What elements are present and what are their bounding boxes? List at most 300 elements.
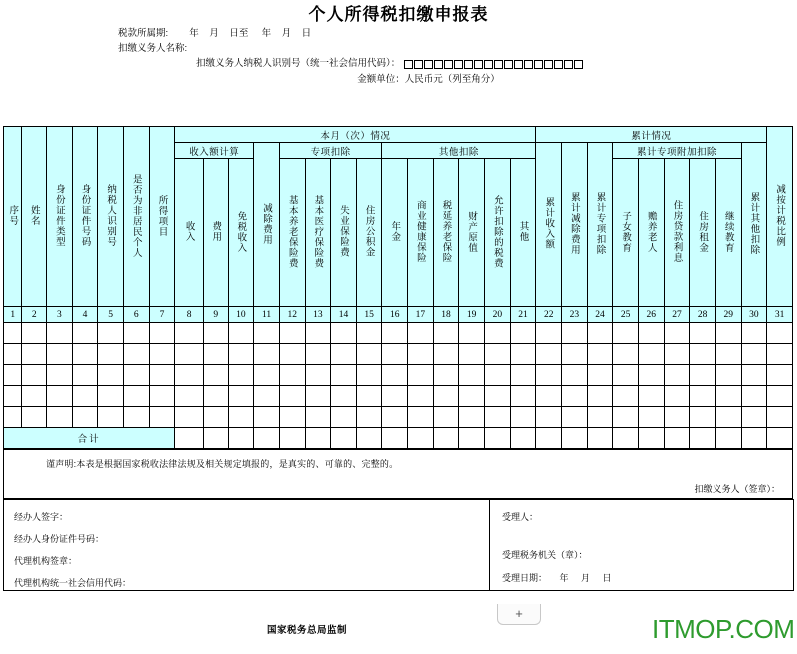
table-cell[interactable] [123,365,149,386]
agency-seal-label: 代理机构签章： [14,556,78,566]
column-number-18: 18 [433,307,459,323]
col-head-1: 序号 [4,127,22,307]
add-row-button[interactable]: + [497,604,541,625]
table-cell[interactable] [715,323,741,344]
table-cell[interactable] [613,344,639,365]
group-row-top [4,127,793,143]
table-cell[interactable] [562,323,588,344]
column-number-23: 23 [562,307,588,323]
col-head-11: 减除费用 [254,143,280,307]
column-number-13: 13 [305,307,331,323]
table-cell[interactable] [510,323,536,344]
tax-authority-cell[interactable] [490,500,794,591]
table-cell[interactable] [123,386,149,407]
column-number-20: 20 [485,307,511,323]
table-cell[interactable] [356,407,382,428]
taxpayer-id-box[interactable] [514,60,523,69]
column-number-10: 10 [228,307,254,323]
table-cell[interactable] [98,365,124,386]
table-cell[interactable] [175,344,204,365]
total-cell[interactable] [356,428,382,449]
declaration-block [3,449,793,499]
total-cell[interactable] [305,428,331,449]
taxpayer-id-box[interactable] [414,60,423,69]
col-head-28: 住房租金 [690,159,716,307]
table-cell[interactable] [664,323,690,344]
tax-period-label: 税款所属期: 年 月 日至 年 月 日 [118,28,312,39]
column-number-5: 5 [98,307,124,323]
table-cell[interactable] [203,323,228,344]
table-cell[interactable] [587,386,613,407]
column-number-3: 3 [47,307,73,323]
page-title: 个人所得税扣缴申报表 [308,5,489,24]
table-cell[interactable] [203,407,228,428]
table-cell[interactable] [149,344,175,365]
taxpayer-id-box[interactable] [454,60,463,69]
table-cell[interactable] [175,323,204,344]
column-number-15: 15 [356,307,382,323]
table-cell[interactable] [47,344,73,365]
table-cell[interactable] [279,386,305,407]
table-cell[interactable] [305,323,331,344]
table-cell[interactable] [715,407,741,428]
column-number-row [4,307,793,323]
table-cell[interactable] [98,323,124,344]
table-cell[interactable] [279,344,305,365]
total-cell[interactable] [254,428,280,449]
table-cell[interactable] [690,323,716,344]
table-cell[interactable] [331,323,357,344]
col-head-26: 赡养老人 [638,159,664,307]
table-cell[interactable] [305,344,331,365]
table-cell[interactable] [203,365,228,386]
handler-id-number-label: 经办人身份证件号码： [14,534,105,544]
total-cell[interactable] [536,428,562,449]
col-head-14: 失业保险费 [331,159,357,307]
table-cell[interactable] [741,323,767,344]
column-number-25: 25 [613,307,639,323]
col-head-4: 身份证件号码 [72,127,98,307]
taxpayer-id-box[interactable] [504,60,513,69]
column-number-27: 27 [664,307,690,323]
total-cell[interactable] [510,428,536,449]
column-number-14: 14 [331,307,357,323]
agent-signature-cell[interactable] [4,500,490,591]
table-cell[interactable] [562,365,588,386]
column-number-12: 12 [279,307,305,323]
table-cell[interactable] [433,365,459,386]
table-cell[interactable] [408,365,434,386]
col-head-16: 年金 [382,159,408,307]
taxpayer-id-box[interactable] [474,60,483,69]
col-head-27: 住房贷款利息 [664,159,690,307]
handler-signature-label: 经办人签字： [14,512,69,522]
table-cell[interactable] [638,365,664,386]
table-cell[interactable] [356,323,382,344]
table-cell[interactable] [203,386,228,407]
table-cell[interactable] [356,344,382,365]
table-cell[interactable] [123,344,149,365]
table-cell[interactable] [47,407,73,428]
table-cell[interactable] [690,407,716,428]
table-cell[interactable] [562,407,588,428]
taxpayer-id-label: 扣缴义务人纳税人识别号（统一社会信用代码）： [196,58,401,69]
table-cell[interactable] [485,386,511,407]
subgroup-other-deduction: 其他扣除 [382,143,536,159]
table-cell[interactable] [331,344,357,365]
taxpayer-id-box[interactable] [544,60,553,69]
table-cell[interactable] [279,407,305,428]
footer-note: 国家税务总局监制 [266,626,347,636]
table-cell[interactable] [459,323,485,344]
watermark: ITMOP.COM [652,614,795,644]
accepting-tax-authority-label: 受理税务机关（章）： [502,550,588,560]
col-head-25: 子女教育 [613,159,639,307]
table-cell[interactable] [741,365,767,386]
table-cell[interactable] [4,386,22,407]
taxpayer-id-box[interactable] [444,60,453,69]
total-label: 合计 [4,428,175,449]
table-cell[interactable] [741,407,767,428]
table-cell[interactable] [767,323,793,344]
table-cell[interactable] [254,407,280,428]
table-cell[interactable] [4,365,22,386]
table-cell[interactable] [149,365,175,386]
taxpayer-id-box[interactable] [484,60,493,69]
total-cell[interactable] [767,428,793,449]
table-cell[interactable] [459,407,485,428]
table-cell[interactable] [72,344,98,365]
total-cell[interactable] [175,428,204,449]
acceptance-date-label: 受理日期： 年 月 日 [502,573,612,583]
table-cell[interactable] [715,344,741,365]
table-cell[interactable] [767,365,793,386]
column-number-21: 21 [510,307,536,323]
col-head-5: 纳税人识别号 [98,127,124,307]
column-number-9: 9 [203,307,228,323]
table-cell[interactable] [254,386,280,407]
table-row [4,323,793,344]
total-cell[interactable] [485,428,511,449]
col-head-15: 住房公积金 [356,159,382,307]
table-cell[interactable] [664,407,690,428]
table-cell[interactable] [228,323,254,344]
table-cell[interactable] [305,386,331,407]
table-cell[interactable] [149,386,175,407]
table-cell[interactable] [613,365,639,386]
total-cell[interactable] [562,428,588,449]
table-cell[interactable] [228,386,254,407]
table-cell[interactable] [254,365,280,386]
table-cell[interactable] [638,323,664,344]
table-cell[interactable] [382,386,408,407]
col-head-31: 减按计税比例 [767,127,793,307]
table-cell[interactable] [72,407,98,428]
table-cell[interactable] [98,407,124,428]
table-cell[interactable] [664,386,690,407]
column-number-8: 8 [175,307,204,323]
table-cell[interactable] [305,407,331,428]
table-cell[interactable] [459,344,485,365]
column-number-7: 7 [149,307,175,323]
table-cell[interactable] [123,323,149,344]
table-cell[interactable] [4,344,22,365]
declaration-table [3,126,793,449]
table-cell[interactable] [47,386,73,407]
table-cell[interactable] [433,344,459,365]
table-cell[interactable] [536,344,562,365]
table-cell[interactable] [228,365,254,386]
taxpayer-id-box[interactable] [434,60,443,69]
total-cell[interactable] [382,428,408,449]
table-cell[interactable] [587,365,613,386]
table-cell[interactable] [433,323,459,344]
column-number-24: 24 [587,307,613,323]
subgroup-cumulative-special-additional: 累计专项附加扣除 [613,143,741,159]
table-cell[interactable] [485,323,511,344]
table-cell[interactable] [98,386,124,407]
col-head-8: 收入 [175,159,204,307]
table-cell[interactable] [638,344,664,365]
total-cell[interactable] [664,428,690,449]
table-cell[interactable] [536,407,562,428]
table-cell[interactable] [408,407,434,428]
col-head-21: 其他 [510,159,536,307]
table-row [4,407,793,428]
table-cell[interactable] [485,407,511,428]
column-number-1: 1 [4,307,22,323]
table-cell[interactable] [149,323,175,344]
table-cell[interactable] [4,407,22,428]
col-head-24: 累计专项扣除 [587,143,613,307]
col-head-22: 累计收入额 [536,143,562,307]
table-cell[interactable] [203,344,228,365]
table-cell[interactable] [690,386,716,407]
total-cell[interactable] [279,428,305,449]
taxpayer-id-box[interactable] [554,60,563,69]
table-cell[interactable] [485,344,511,365]
table-cell[interactable] [47,323,73,344]
total-cell[interactable] [228,428,254,449]
total-cell[interactable] [203,428,228,449]
subgroup-income-calc: 收入额计算 [175,143,254,159]
table-cell[interactable] [279,365,305,386]
taxpayer-id-boxes[interactable] [404,60,583,69]
declaration-text: 谨声明:本表是根据国家税收法律法规及相关规定填报的，是真实的、可靠的、完整的。 [46,459,399,469]
declaration-table-wrapper [3,126,793,591]
table-cell[interactable] [587,407,613,428]
col-head-9: 费用 [203,159,228,307]
table-cell[interactable] [536,365,562,386]
total-cell[interactable] [613,428,639,449]
table-cell[interactable] [382,344,408,365]
table-cell[interactable] [382,323,408,344]
table-cell[interactable] [510,365,536,386]
col-head-10: 免税收入 [228,159,254,307]
table-cell[interactable] [331,365,357,386]
table-cell[interactable] [433,386,459,407]
table-cell[interactable] [536,386,562,407]
column-number-6: 6 [123,307,149,323]
table-cell[interactable] [331,386,357,407]
col-head-3: 身份证件类型 [47,127,73,307]
column-number-29: 29 [715,307,741,323]
col-head-17: 商业健康保险 [408,159,434,307]
col-head-30: 累计其他扣除 [741,143,767,307]
total-cell[interactable] [741,428,767,449]
table-cell[interactable] [613,323,639,344]
table-cell[interactable] [22,386,47,407]
table-cell[interactable] [356,386,382,407]
table-cell[interactable] [638,386,664,407]
column-number-26: 26 [638,307,664,323]
table-cell[interactable] [408,344,434,365]
total-cell[interactable] [459,428,485,449]
col-head-13: 基本医疗保险费 [305,159,331,307]
col-head-29: 继续教育 [715,159,741,307]
column-number-2: 2 [22,307,47,323]
table-cell[interactable] [175,407,204,428]
total-cell[interactable] [638,428,664,449]
table-cell[interactable] [254,323,280,344]
table-cell[interactable] [408,386,434,407]
table-cell[interactable] [510,407,536,428]
table-cell[interactable] [254,344,280,365]
table-cell[interactable] [22,365,47,386]
table-cell[interactable] [356,365,382,386]
table-cell[interactable] [72,386,98,407]
subgroup-special-deduction: 专项扣除 [279,143,382,159]
table-cell[interactable] [536,323,562,344]
table-cell[interactable] [22,344,47,365]
table-cell[interactable] [510,386,536,407]
col-head-12: 基本养老保险费 [279,159,305,307]
column-number-31: 31 [767,307,793,323]
group-cumulative: 累计情况 [536,127,767,143]
table-cell[interactable] [638,407,664,428]
table-cell[interactable] [767,344,793,365]
table-cell[interactable] [98,344,124,365]
table-cell[interactable] [767,407,793,428]
table-cell[interactable] [382,407,408,428]
column-number-11: 11 [254,307,280,323]
withholding-agent-signature-label[interactable]: 扣缴义务人（签章）： [694,484,780,494]
table-row [4,365,793,386]
column-number-16: 16 [382,307,408,323]
table-cell[interactable] [664,365,690,386]
column-number-4: 4 [72,307,98,323]
table-cell[interactable] [690,365,716,386]
taxpayer-id-box[interactable] [424,60,433,69]
table-cell[interactable] [459,386,485,407]
col-head-23: 累计减除费用 [562,143,588,307]
table-cell[interactable] [175,386,204,407]
table-cell[interactable] [175,365,204,386]
table-cell[interactable] [382,365,408,386]
taxpayer-id-row [0,56,797,72]
declaration-cell [4,450,793,499]
table-row [4,344,793,365]
table-cell[interactable] [305,365,331,386]
table-cell[interactable] [331,407,357,428]
col-head-19: 财产原值 [459,159,485,307]
table-cell[interactable] [741,386,767,407]
table-cell[interactable] [22,323,47,344]
table-cell[interactable] [72,365,98,386]
table-cell[interactable] [228,344,254,365]
total-cell[interactable] [715,428,741,449]
withholding-agent-name-label: 扣缴义务人名称: [118,43,188,54]
total-cell[interactable] [408,428,434,449]
table-cell[interactable] [47,365,73,386]
taxpayer-id-box[interactable] [464,60,473,69]
table-cell[interactable] [715,386,741,407]
table-cell[interactable] [123,407,149,428]
col-head-18: 税延养老保险 [433,159,459,307]
table-cell[interactable] [562,386,588,407]
table-cell[interactable] [22,407,47,428]
amount-unit-label: 金额单位：人民币元（列至角分） [357,74,500,85]
column-number-22: 22 [536,307,562,323]
table-cell[interactable] [767,386,793,407]
header-text-block [0,26,797,56]
taxpayer-id-box[interactable] [574,60,583,69]
table-cell[interactable] [408,323,434,344]
table-cell[interactable] [587,323,613,344]
total-cell[interactable] [331,428,357,449]
table-cell[interactable] [587,344,613,365]
table-cell[interactable] [228,407,254,428]
col-head-20: 允许扣除的税费 [485,159,511,307]
table-cell[interactable] [72,323,98,344]
group-this-month: 本月（次）情况 [175,127,536,143]
table-cell[interactable] [149,407,175,428]
taxpayer-id-box[interactable] [564,60,573,69]
acceptor-label: 受理人： [502,512,539,522]
col-head-2: 姓名 [22,127,47,307]
col-head-6: 是否为非居民个人 [123,127,149,307]
table-cell[interactable] [4,323,22,344]
table-cell[interactable] [690,344,716,365]
taxpayer-id-box[interactable] [524,60,533,69]
table-cell[interactable] [433,407,459,428]
table-cell[interactable] [485,365,511,386]
agency-credit-code-label: 代理机构统一社会信用代码： [14,578,132,588]
taxpayer-id-box[interactable] [534,60,543,69]
signature-block [3,499,794,591]
table-row [4,386,793,407]
taxpayer-id-box[interactable] [404,60,413,69]
table-cell[interactable] [562,344,588,365]
table-cell[interactable] [664,344,690,365]
table-cell[interactable] [279,323,305,344]
total-cell[interactable] [433,428,459,449]
column-number-30: 30 [741,307,767,323]
table-cell[interactable] [613,386,639,407]
table-cell[interactable] [459,365,485,386]
column-number-28: 28 [690,307,716,323]
table-cell[interactable] [715,365,741,386]
total-cell[interactable] [587,428,613,449]
taxpayer-id-box[interactable] [494,60,503,69]
col-head-7: 所得项目 [149,127,175,307]
table-cell[interactable] [510,344,536,365]
table-cell[interactable] [741,344,767,365]
total-cell[interactable] [690,428,716,449]
table-cell[interactable] [613,407,639,428]
column-number-19: 19 [459,307,485,323]
column-number-17: 17 [408,307,434,323]
